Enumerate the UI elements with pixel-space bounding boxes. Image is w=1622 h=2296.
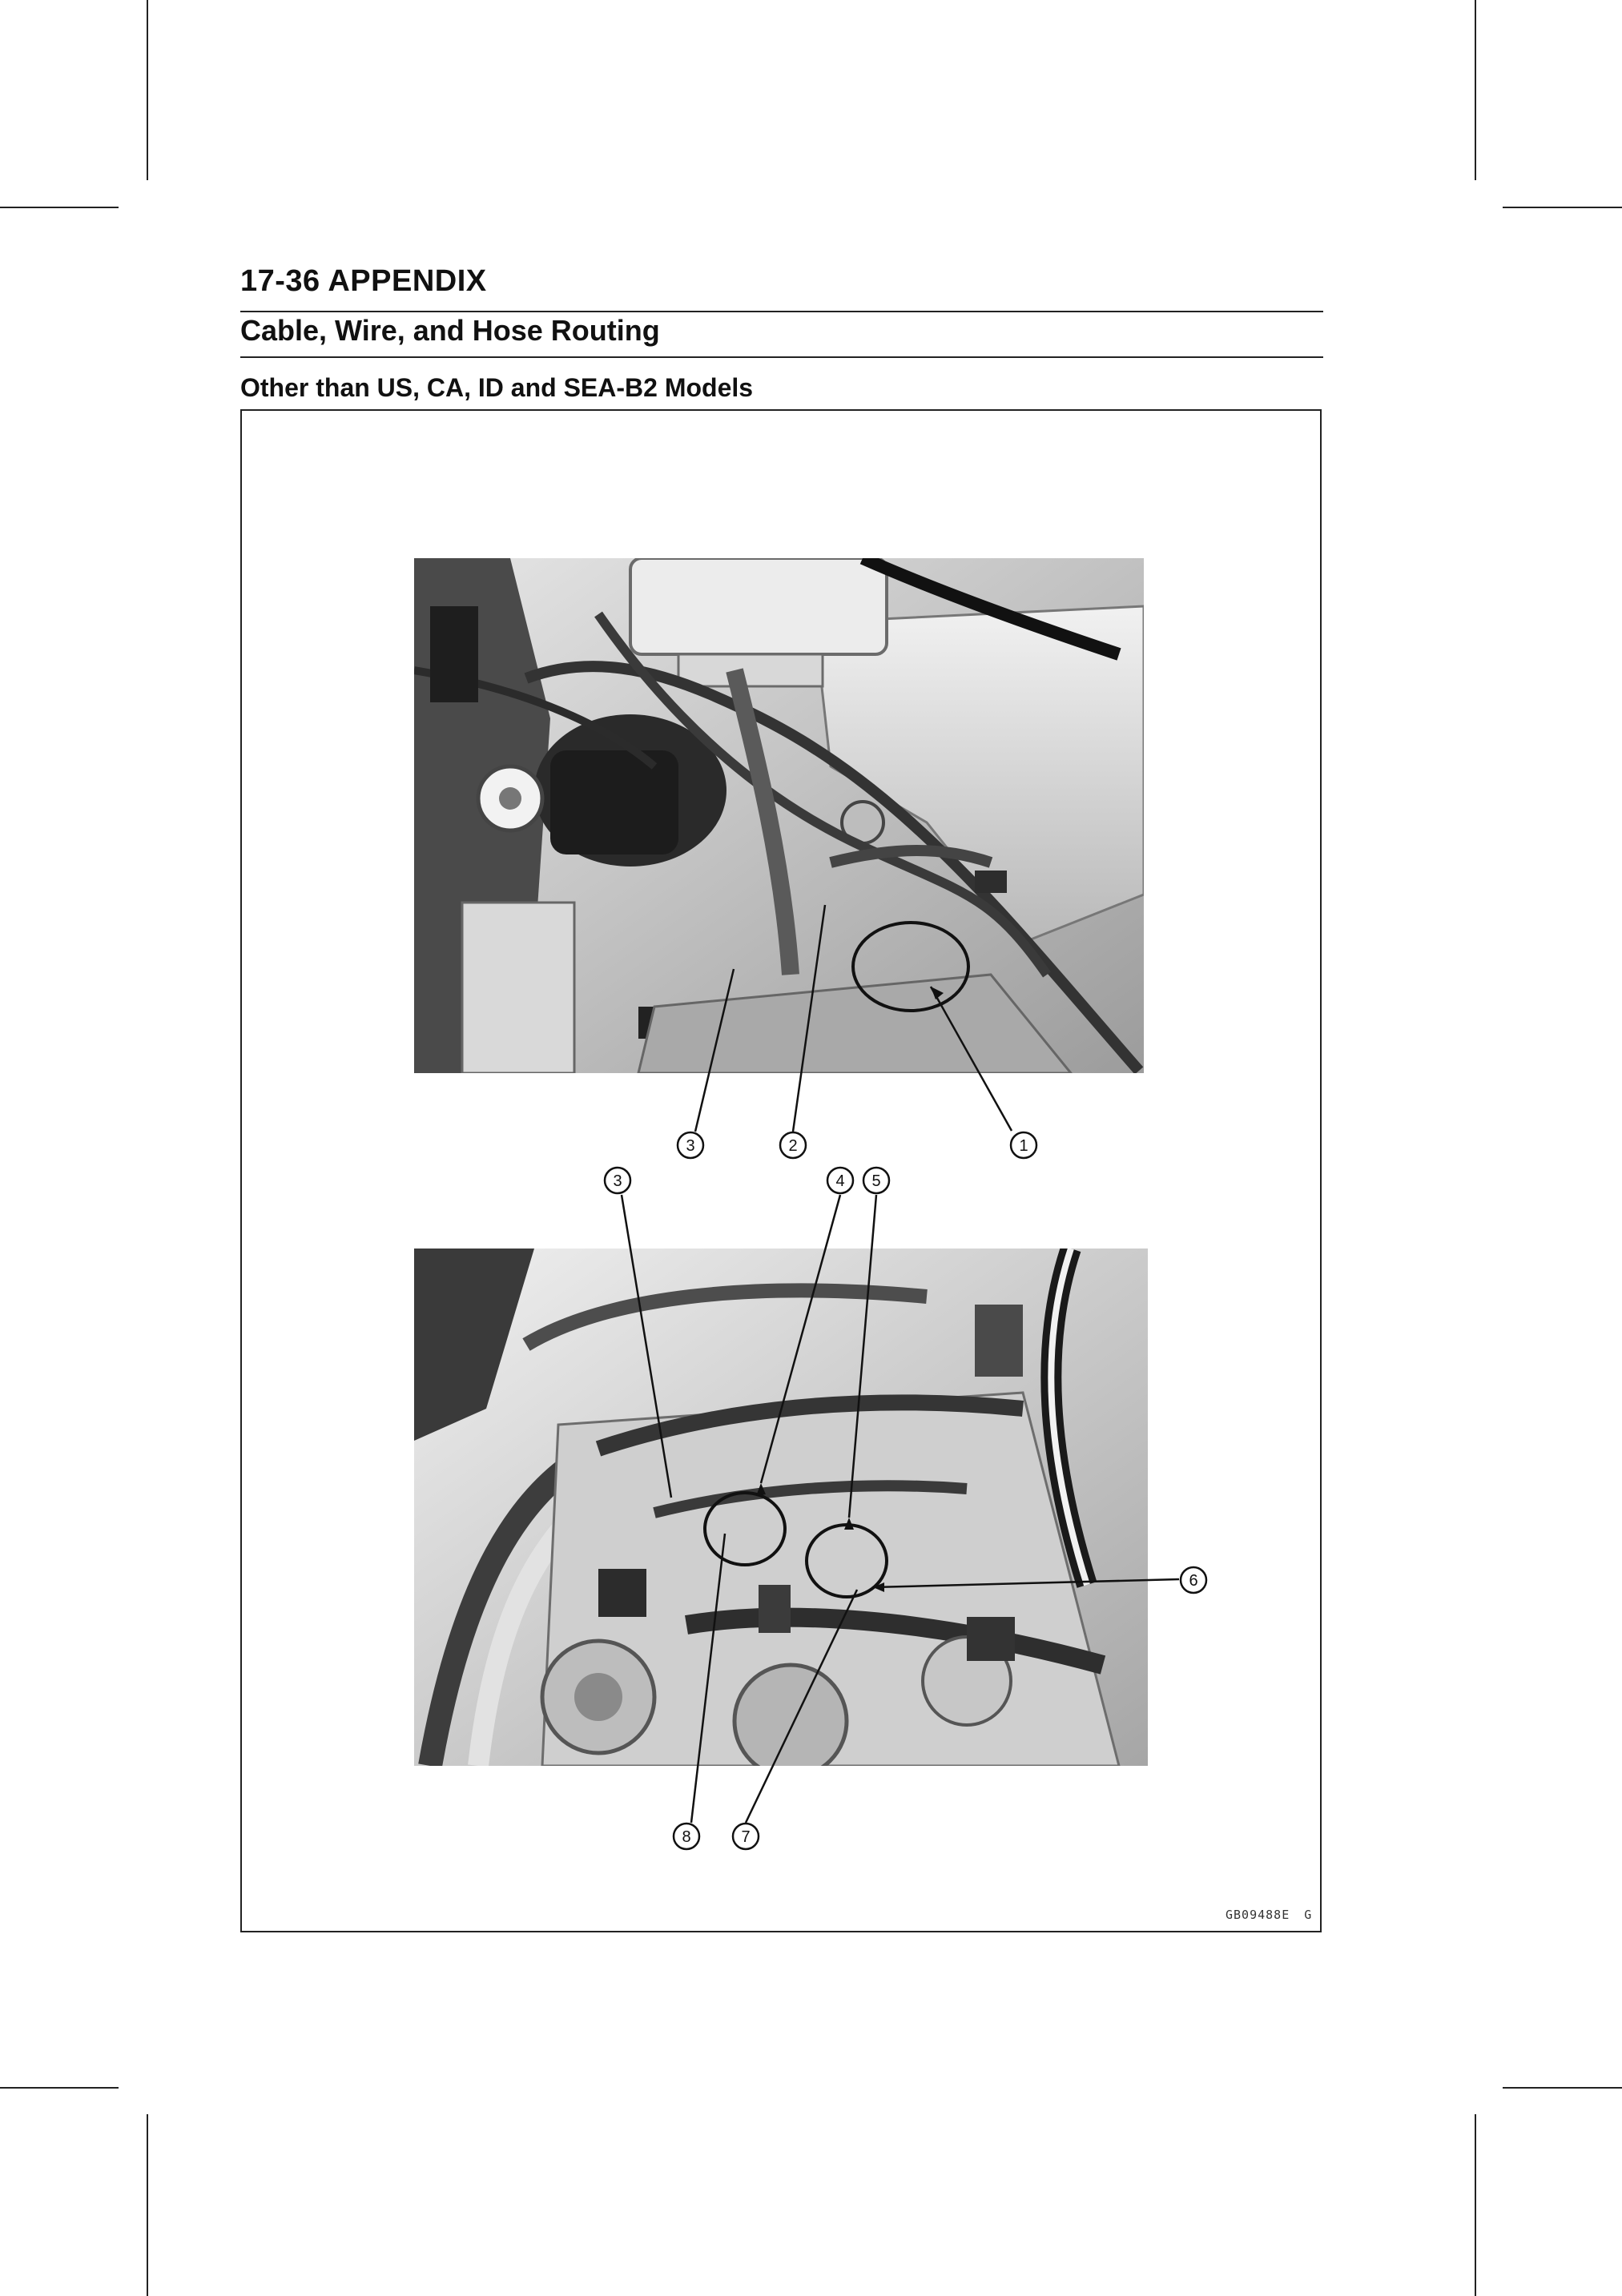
figure-code-id: GB09488E — [1226, 1908, 1290, 1922]
page-title: 17-36 APPENDIX — [240, 264, 487, 298]
callout-label: 3 — [686, 1137, 695, 1155]
callout-label: 8 — [682, 1828, 691, 1846]
figure-code — [1226, 1908, 1312, 1922]
figure-code-suffix: G — [1304, 1908, 1313, 1922]
subsection-title: Other than US, CA, ID and SEA-B2 Models — [240, 373, 754, 402]
callout-label: 6 — [1189, 1572, 1198, 1590]
callout-label: 7 — [741, 1828, 751, 1846]
section-title: Cable, Wire, and Hose Routing — [240, 314, 660, 347]
callout-label: 1 — [1019, 1137, 1028, 1155]
callout-label: 3 — [613, 1172, 622, 1190]
callout-label: 2 — [788, 1137, 798, 1155]
callout-label: 5 — [871, 1172, 881, 1190]
callout-label: 4 — [835, 1172, 845, 1190]
